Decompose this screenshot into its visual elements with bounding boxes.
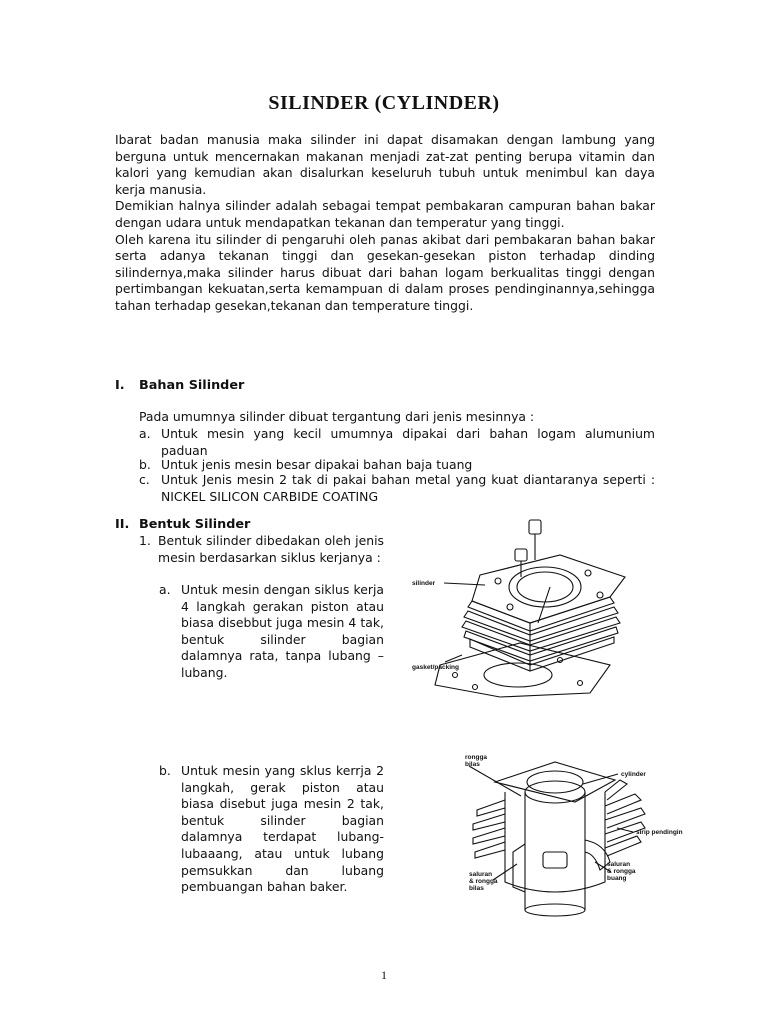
section-1-number: I. xyxy=(115,378,125,393)
section-2-sub-a xyxy=(159,582,384,692)
figure-4-stroke-cylinder xyxy=(410,515,660,700)
intro-paragraph-1: Ibarat badan manusia maka silinder ini dapat disamakan dengan lambung yang berguna untuk mencernakan makanan menjadi zat-zat penting berupa vitamin dan kalori yang kemudian akan disalurkan keseluruh tubuh untuk menimbul kan daya kerja manusia. xyxy=(115,132,655,197)
section-1-lead: Pada umumnya silinder dibuat tergantung dari jenis mesinnya : xyxy=(139,409,535,424)
intro-paragraph-3: Oleh karena itu silinder di pengaruhi oleh panas akibat dari pembakaran bahan bakar serta adanya tekanan tinggi dan gesekan-gesekan piston terhadap dinding silindernya,maka silinder harus dibuat dari bahan logam berkualitas tinggi dengan pertimbangan kekuatan,serta kemampuan di dalam proses pendinginannya,sehingga tahan terhadap gesekan,tekanan dan temperature tinggi. xyxy=(115,231,655,313)
figure-2-label-saluran-bilas-3: bilas xyxy=(469,885,484,892)
page-title: SILINDER (CYLINDER) xyxy=(268,92,500,114)
intro-paragraph-2: Demikian halnya silinder adalah sebagai tempat pembakaran campuran bahan bakar dengan udara untuk mendapatkan tekanan dan temperatur yang tinggi. xyxy=(115,198,655,230)
section-1-heading xyxy=(115,378,244,393)
item-text: Untuk jenis mesin besar dipakai bahan baja tuang xyxy=(161,457,473,472)
item-marker: b. xyxy=(159,763,171,778)
item-marker: b. xyxy=(139,457,151,472)
item-marker: a. xyxy=(159,582,171,597)
figure-2-label-saluran-buang-3: buang xyxy=(607,875,627,882)
section-1-item-a xyxy=(139,426,655,460)
item-marker: 1. xyxy=(139,533,151,548)
item-text: Untuk mesin yang kecil umumnya dipakai dari bahan logam alumunium paduan xyxy=(161,426,655,458)
intro-text xyxy=(115,132,655,315)
figure-2-label-saluran-bilas-2: & rongga xyxy=(469,878,498,885)
item-text: Untuk mesin yang sklus kerrja 2 langkah, gerak piston atau biasa disebut juga mesin 2 tak, bentuk silinder bagian dalamnya terdapat lubang-lubaaang, atau untuk lubang pemsukkan dan lubang pembuangan bahan baker. xyxy=(181,763,384,895)
figure-1-label-gasket: gasket/packing xyxy=(412,664,459,671)
item-text: Untuk Jenis mesin 2 tak di pakai bahan metal yang kuat diantaranya seperti : NICKEL SILICON CARBIDE COATING xyxy=(161,472,655,504)
section-1-title: Bahan Silinder xyxy=(139,378,245,393)
item-marker: a. xyxy=(139,426,151,441)
figure-2-label-rongga: rongga xyxy=(465,754,488,761)
section-2-sub-b xyxy=(159,763,384,923)
item-text: Untuk mesin dengan siklus kerja 4 langkah gerakan piston atau biasa disebbut juga mesin 4 tak, bentuk silinder bagian dalamnya rata, tanpa lubang – lubang. xyxy=(181,582,384,680)
figure-1-label-silinder: silinder xyxy=(412,580,436,587)
item-marker: c. xyxy=(139,472,150,487)
section-2-item-1 xyxy=(139,533,384,585)
section-2-number: II. xyxy=(115,517,130,532)
section-2-title: Bentuk Silinder xyxy=(139,517,251,532)
figure-2-label-bilas: bilas xyxy=(465,761,480,768)
section-1-item-c xyxy=(139,472,655,506)
figure-2-label-sirip: sirip pendingin xyxy=(636,829,683,836)
item-text: Bentuk silinder dibedakan oleh jenis mesin berdasarkan siklus kerjanya : xyxy=(158,533,384,565)
figure-2-label-saluran-buang-2: & rongga xyxy=(607,868,636,875)
figure-2-stroke-cylinder xyxy=(455,752,705,917)
figure-2-label-saluran-bilas-1: saluran xyxy=(469,871,493,878)
page-number: 1 xyxy=(381,968,387,982)
figure-2-label-cylinder: cylinder xyxy=(621,771,646,778)
section-2-heading xyxy=(115,517,250,532)
figure-2-label-saluran-buang-1: saluran xyxy=(607,861,631,868)
